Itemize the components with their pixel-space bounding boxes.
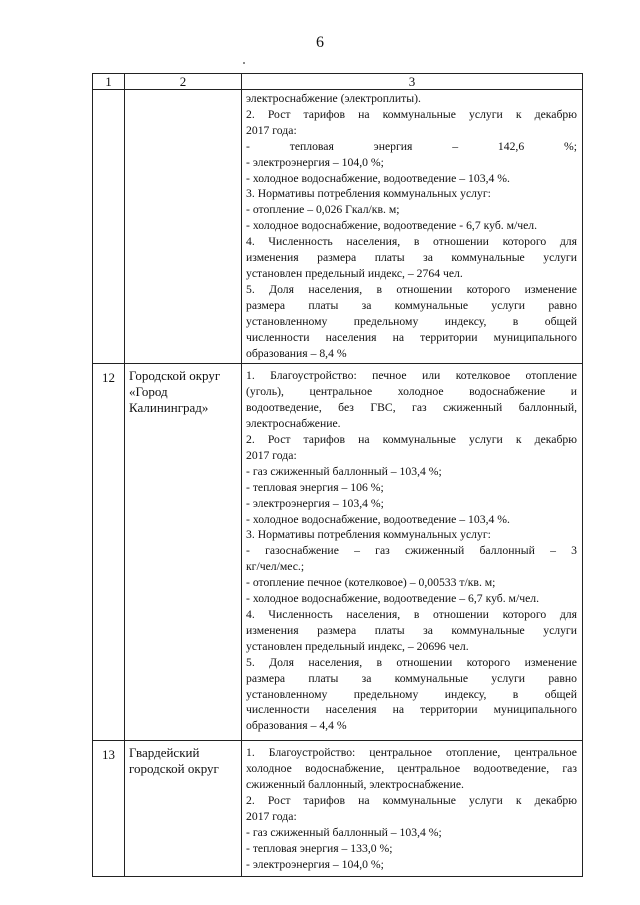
text-line: - отопление печное (котелковое) – 0,00533 т/кв. м; — [246, 576, 496, 590]
name-line: городской округ — [129, 761, 219, 777]
text-line: 2. Рост тарифов на коммунальные услуги к декабрю — [246, 433, 577, 447]
header-col-1: 1 — [93, 74, 125, 90]
municipality-name — [125, 741, 242, 876]
regulation-table — [92, 73, 583, 877]
text-line: - холодное водоснабжение, водоотведение – 6,7 куб. м/чел. — [246, 592, 540, 606]
text-line: - газ сжиженный баллонный – 103,4 %; — [246, 464, 442, 478]
row-text — [242, 741, 583, 876]
header-col-3: 3 — [242, 74, 583, 90]
text-line: 3. Нормативы потребления коммунальных услуг: — [246, 187, 491, 201]
text-line: образования – 8,4 % — [246, 346, 347, 360]
name-line: Городской округ — [129, 368, 221, 384]
table-row-12 — [93, 364, 583, 741]
continuation-text — [242, 90, 583, 364]
text-line: численности населения на территории муниципального — [246, 330, 577, 344]
text-line: установленному предельному индексу, в общей — [246, 687, 577, 701]
text-line: - электроэнергия – 103,4 %; — [246, 496, 384, 510]
text-line: электроснабжение. — [246, 417, 341, 431]
name-line: Калининград» — [129, 400, 209, 416]
text-line: размера платы за коммунальные услуги равно — [246, 671, 577, 685]
text-line: 2017 года: — [246, 809, 297, 823]
text-line: - тепловая энергия – 106 %; — [246, 480, 384, 494]
text-line: изменения размера платы за коммунальные услуги — [246, 251, 577, 265]
text-line: 1. Благоустройство: центральное отопление, центральное — [246, 746, 577, 760]
scan-speck — [243, 62, 245, 64]
text-line: - тепловая энергия – 133,0 %; — [246, 841, 393, 855]
name-line: «Город — [129, 384, 168, 400]
name-line: Гвардейский — [129, 745, 200, 761]
text-line: 2. Рост тарифов на коммунальные услуги к декабрю — [246, 107, 577, 121]
text-line: - электроэнергия – 104,0 %; — [246, 155, 384, 169]
text-line: холодное водоснабжение, центральное водоотведение, газ — [246, 762, 577, 776]
row-number: 12 — [93, 364, 125, 741]
text-line: - газ сжиженный баллонный – 103,4 %; — [246, 825, 442, 839]
text-line: кг/чел/мес.; — [246, 560, 305, 574]
row-text — [242, 364, 583, 741]
text-line: 3. Нормативы потребления коммунальных услуг: — [246, 528, 491, 542]
text-line: - тепловая энергия – 142,6 %; — [246, 139, 577, 153]
text-line: 2. Рост тарифов на коммунальные услуги к декабрю — [246, 793, 577, 807]
text-line: - электроэнергия – 104,0 %; — [246, 857, 384, 871]
text-line: - газоснабжение – газ сжиженный баллонный – 3 — [246, 544, 577, 558]
row-number: 13 — [93, 741, 125, 876]
continuation-name-cell — [125, 90, 242, 364]
text-line: 5. Доля населения, в отношении которого изменение — [246, 282, 577, 296]
continuation-number-cell — [93, 90, 125, 364]
continuation-row — [93, 90, 583, 364]
table-row-13 — [93, 741, 583, 876]
text-line: водоотведение, без ГВС, газ сжиженный баллонный, — [246, 401, 577, 415]
text-line: 4. Численность населения, в отношении которого для — [246, 235, 577, 249]
text-line: 4. Численность населения, в отношении которого для — [246, 608, 577, 621]
text-line: установлен предельный индекс, – 2764 чел. — [246, 266, 463, 280]
text-line: численности населения на территории муниципального — [246, 703, 577, 717]
text-line: - холодное водоснабжение, водоотведение – 103,4 %. — [246, 512, 510, 526]
text-line: - холодное водоснабжение, водоотведение - 6,7 куб. м/чел. — [246, 219, 538, 233]
text-line: 5. Доля населения, в отношении которого изменение — [246, 655, 577, 669]
text-line: - отопление – 0,026 Гкал/кв. м; — [246, 203, 400, 217]
text-line: 2017 года: — [246, 448, 297, 462]
header-col-2: 2 — [125, 74, 242, 90]
table-header-row — [93, 74, 583, 90]
text-line: (уголь), центральное холодное водоснабжение и — [246, 385, 577, 399]
page-number: 6 — [316, 34, 324, 51]
text-line: установленному предельному индексу, в общей — [246, 314, 577, 328]
municipality-name — [125, 364, 242, 741]
text-line: 1. Благоустройство: печное или котелковое отопление — [246, 369, 577, 383]
text-line: - холодное водоснабжение, водоотведение – 103,4 %. — [246, 171, 510, 185]
text-line: образования – 4,4 % — [246, 719, 347, 733]
text-line: сжиженный баллонный, электроснабжение. — [246, 778, 464, 792]
text-line: изменения размера платы за коммунальные услуги — [246, 623, 577, 637]
text-line: установлен предельный индекс, – 20696 чел. — [246, 639, 469, 653]
text-line: размера платы за коммунальные услуги равно — [246, 298, 577, 312]
text-line: 2017 года: — [246, 123, 297, 137]
text-line: электроснабжение (электроплиты). — [246, 92, 421, 105]
